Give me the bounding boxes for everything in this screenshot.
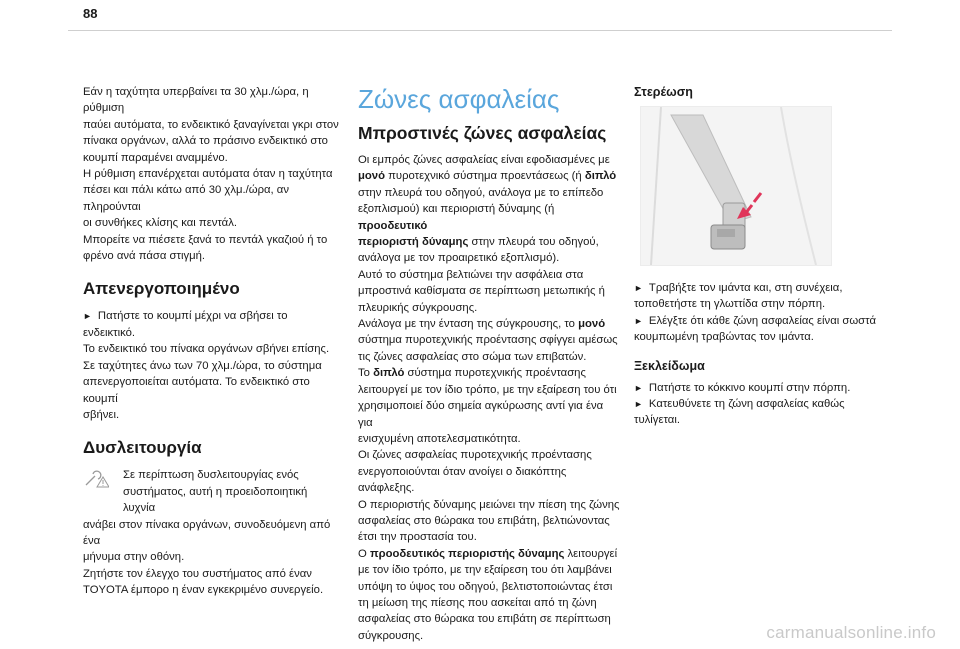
bold-term: διπλό <box>584 170 617 183</box>
text-line: Οι ζώνες ασφαλείας πυροτεχνικής προέντασης <box>358 449 592 462</box>
text-line <box>358 365 620 381</box>
front-seatbelts-heading: Μπροστινές ζώνες ασφαλείας <box>358 123 607 143</box>
malfunction-warning <box>83 467 341 516</box>
text-line: φρένο ανά πάσα στιγμή. <box>83 250 206 263</box>
text-line: Εάν η ταχύτητα υπερβαίνει τα 30 χλμ./ώρα, η ρύθμιση <box>83 86 309 115</box>
text-line: πέσει και πάλι κάτω από 30 χλμ./ώρα, αν πληρούνται <box>83 184 289 213</box>
text-line: Η ρύθμιση επανέρχεται αυτόματα όταν η ταχύτητα <box>83 168 333 181</box>
text-line: ασφαλείας στο θώρακα του επιβάτη σε περίπτωση <box>358 613 611 626</box>
text-line: Το ενδεικτικό του πίνακα οργάνων σβήνει επίσης. <box>83 343 330 356</box>
column-left <box>83 84 341 599</box>
text-line: Ο περιοριστής δύναμης μειώνει την πίεση της ζώνης <box>358 498 620 511</box>
bold-term: περιοριστή δύναμης <box>358 236 469 249</box>
text-line: πίνακα οργάνων, αλλά το πράσινο ενδεικτικό στο <box>83 135 328 148</box>
text-span: εξοπλισμού) και περιοριστή δύναμης (ή <box>358 203 555 216</box>
text-line: ανάλογα με τον προαιρετικό εξοπλισμό). <box>358 252 560 265</box>
deactivate-heading: Απενεργοποιημένο <box>83 279 240 299</box>
text-line: απενεργοποιείται αυτόματα. Το ενδεικτικό στο κουμπί <box>83 376 310 405</box>
column-right <box>634 84 890 429</box>
text-line: Οι εμπρός ζώνες ασφαλείας είναι εφοδιασμένες με <box>358 154 610 166</box>
text-line <box>358 234 620 250</box>
unfasten-heading: Ξεκλείδωμα <box>634 358 705 373</box>
text-span: πυροτεχνικό σύστημα προεντάσεως (ή <box>385 170 585 183</box>
text-line <box>358 168 620 184</box>
text-line: ασφαλείας στο θώρακα του επιβάτη, βελτιώνοντας <box>358 514 610 527</box>
text-line <box>358 201 620 234</box>
step-text: Πατήστε το κουμπί μέχρι να σβήσει το ενδεικτικό. <box>83 310 288 339</box>
bold-term: προοδευτικό <box>358 219 428 232</box>
text-line: μήνυμα στην οθόνη. <box>83 551 185 564</box>
wrench-warning-icon <box>83 467 109 489</box>
intro-text <box>83 84 341 264</box>
text-line: ενεργοποιούνται όταν ανοίγει ο διακόπτης ανάφλεξης. <box>358 465 567 495</box>
text-line: λειτουργεί με τον ίδιο τρόπο, με την εξαίρεση του ότι <box>358 383 617 396</box>
text-line: πλευρικής σύγκρουσης. <box>358 301 478 314</box>
header-divider <box>68 30 892 31</box>
text-line: μπροστινά καθίσματα σε περίπτωση μετωπικής ή <box>358 285 605 298</box>
bullet-triangle-icon: ► <box>634 283 643 293</box>
text-line: έτσι την προστασία του. <box>358 531 477 544</box>
text-span: σύστημα πυροτεχνικής προέντασης <box>404 367 586 380</box>
step-text: Πατήστε το κόκκινο κουμπί στην πόρπη. <box>648 381 851 394</box>
text-line: ανάβει στον πίνακα οργάνων, συνοδευόμενη από ένα <box>83 518 331 547</box>
text-line: τοποθετήστε τη γλωττίδα στην πόρπη. <box>634 298 826 311</box>
text-line: τις ζώνες ασφαλείας στο σώμα των επιβατών. <box>358 350 587 363</box>
text-span: στην πλευρά του οδηγού, <box>468 236 599 249</box>
text-span: Το <box>358 367 374 380</box>
text-line: Ζητήστε τον έλεγχο του συστήματος από έναν <box>83 567 312 580</box>
text-line: οι συνθήκες κλίσης και πεντάλ. <box>83 217 237 230</box>
watermark: carmanualsonline.info <box>766 623 936 642</box>
bold-term: μονό <box>578 318 606 331</box>
text-span: Ανάλογα με την ένταση της σύγκρουσης, το <box>358 318 579 331</box>
step-text: Ελέγξτε ότι κάθε ζώνη ασφαλείας είναι σωστά <box>648 314 876 327</box>
step-text: Τραβήξτε τον ιμάντα και, στη συνέχεια, <box>648 282 843 294</box>
bullet-triangle-icon: ► <box>634 399 643 410</box>
bold-term: διπλό <box>373 367 405 380</box>
bold-term: προοδευτικός περιοριστής δύναμης <box>369 547 565 560</box>
fasten-step-1 <box>634 280 890 296</box>
seatbelt-buckle-illustration <box>640 106 832 266</box>
bullet-triangle-icon: ► <box>634 382 643 393</box>
text-line: Μπορείτε να πιέσετε ξανά το πεντάλ γκαζιού ή το <box>83 233 328 246</box>
text-line <box>358 316 620 332</box>
unfasten-step-1 <box>634 380 890 396</box>
text-span: λειτουργεί <box>564 547 618 560</box>
bold-term: μονό <box>358 170 385 183</box>
text-line <box>358 546 620 562</box>
fasten-step-2 <box>634 313 890 329</box>
text-line: παύει αυτόματα, το ενδεικτικό ξαναγίνεται γκρι στον <box>83 118 339 131</box>
unfasten-step-2 <box>634 396 890 429</box>
text-line: κουμπί παραμένει αναμμένο. <box>83 151 228 164</box>
text-line: σύστημα πυροτεχνικής προέντασης σφίγγει αμέσως <box>358 334 618 347</box>
text-line: σύγκρουσης. <box>358 629 424 642</box>
text-line: κουμπωμένη τραβώντας τον ιμάντα. <box>634 331 814 344</box>
text-line: σβήνει. <box>83 408 120 421</box>
text-line: Σε ταχύτητες άνω των 70 χλμ./ώρα, το σύστημα <box>83 359 322 372</box>
text-line: υπόψη το ύψος του οδηγού, βελτιστοποιώντας έτσι <box>358 580 613 593</box>
page-number: 88 <box>83 6 98 21</box>
text-line: συστήματος, αυτή η προειδοποιητική λυχνία <box>123 485 308 515</box>
section-title: Ζώνες ασφαλείας <box>358 84 560 114</box>
seatbelt-drawing <box>641 107 831 265</box>
fasten-heading: Στερέωση <box>634 85 693 99</box>
text-line: Αυτό το σύστημα βελτιώνει την ασφάλεια στα <box>358 268 584 281</box>
text-line: TOYOTA έμπορο η έναν εγκεκριμένο συνεργείο. <box>83 584 324 597</box>
deactivate-step <box>83 308 341 341</box>
text-line: τη μείωση της πίεσης που ασκείται από τη ζώνη <box>358 596 597 609</box>
text-line: ενισχυμένη αποτελεσματικότητα. <box>358 432 521 445</box>
text-line: με τον ίδιο τρόπο, με την εξαίρεση του ότι λαμβάνει <box>358 564 612 577</box>
bullet-triangle-icon: ► <box>83 311 92 322</box>
text-line: Σε περίπτωση δυσλειτουργίας ενός <box>123 469 299 482</box>
malfunction-heading: Δυσλειτουργία <box>83 438 202 458</box>
step-text: Κατευθύνετε τη ζώνη ασφαλείας καθώς τυλίγεται. <box>634 398 845 427</box>
text-line: στην πλευρά του οδηγού, ανάλογα με το επίπεδο <box>358 186 604 199</box>
text-span: Ο <box>358 547 370 560</box>
bullet-triangle-icon: ► <box>634 315 643 326</box>
text-line: χρησιμοποιεί δύο σημεία αγκύρωσης αντί για ένα για <box>358 400 604 429</box>
column-middle <box>358 84 620 644</box>
